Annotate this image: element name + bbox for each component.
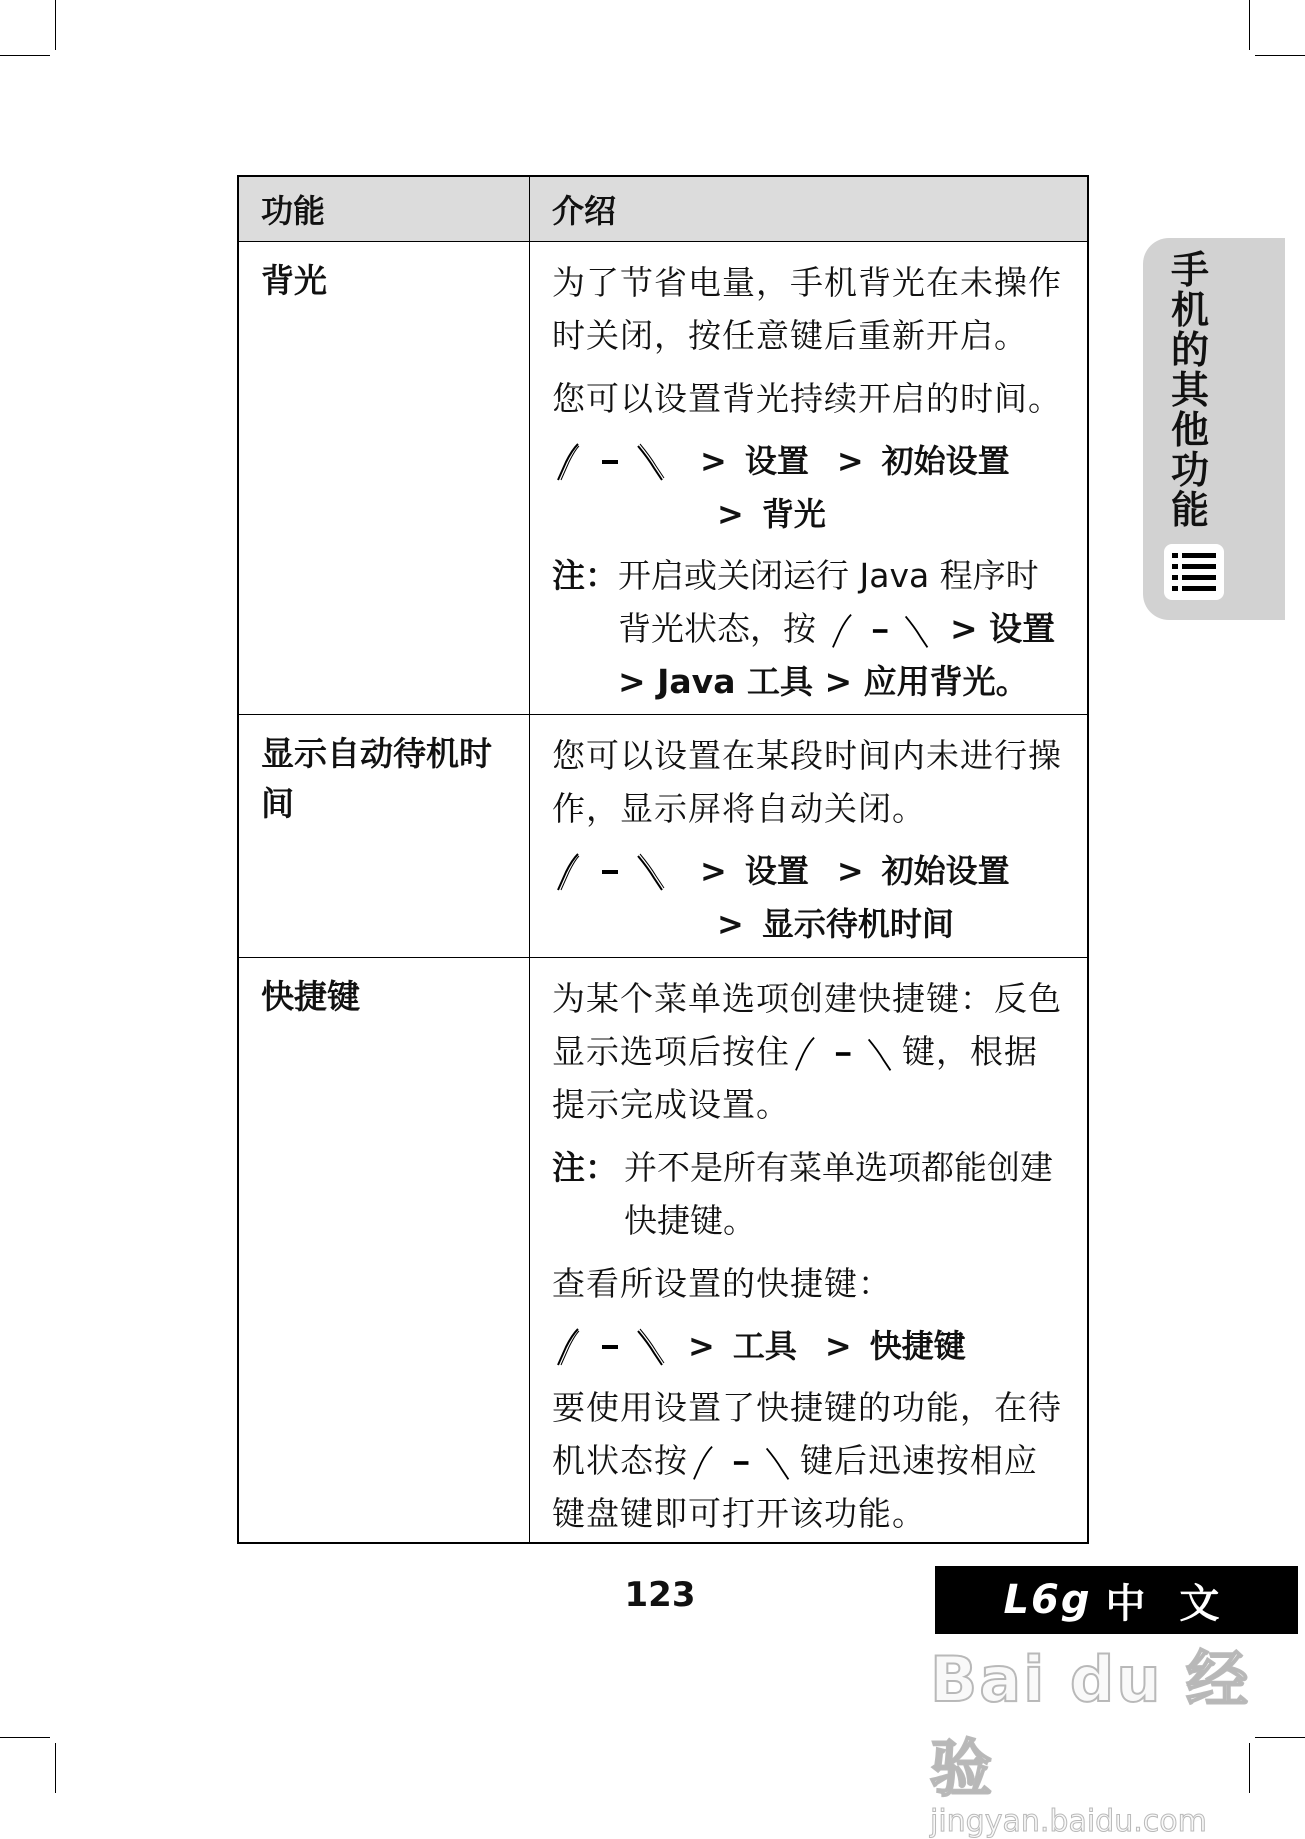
- header-description: 介绍: [552, 192, 617, 230]
- description-text: 您可以设置在某段时间内未进行操作，显示屏将自动关闭。: [552, 736, 1062, 828]
- feature-description: [530, 242, 1087, 714]
- watermark: [930, 1630, 1305, 1839]
- model-name: L6g: [1003, 1577, 1092, 1623]
- note: [552, 549, 1067, 708]
- chapter-char: 机: [1170, 287, 1209, 332]
- path-step: 初始设置: [881, 852, 1010, 890]
- crop-mark: [1249, 0, 1250, 50]
- table-row: [239, 242, 1087, 715]
- note-label: 注：: [552, 556, 618, 595]
- watermark-logo: Bai du 经验: [930, 1643, 1251, 1805]
- path-step: 快捷键: [869, 1327, 966, 1365]
- note-label: 注：: [552, 1148, 618, 1187]
- feature-name: 背光: [239, 242, 530, 714]
- description-text-part: 要使用设置了快捷键的功能，在待机状态按: [552, 1388, 1062, 1480]
- menu-key-icon: [552, 850, 700, 894]
- feature-name: 显示自动待机时间: [239, 715, 530, 957]
- path-separator: >: [717, 905, 744, 943]
- menu-key-icon: [827, 611, 939, 651]
- description-text-part: 为某个菜单选项创建快捷键：反色显示选项后按住: [552, 979, 1062, 1071]
- menu-path: [552, 1320, 1067, 1373]
- path-separator: >: [700, 852, 727, 890]
- path-step: 背光: [761, 495, 826, 533]
- path-separator: >: [836, 852, 864, 890]
- crop-mark: [1255, 55, 1305, 56]
- path-separator: >: [700, 442, 727, 480]
- note-text-part: > 设置 > Java 工具 > 应用背光。: [618, 609, 1056, 701]
- chapter-char: 能: [1170, 487, 1209, 532]
- chapter-char: 手: [1170, 247, 1209, 292]
- feature-description: [530, 715, 1087, 957]
- table-row: [239, 715, 1087, 958]
- model-language: 中 文: [1105, 1580, 1230, 1627]
- note: [552, 1141, 1067, 1247]
- path-separator: >: [717, 495, 744, 533]
- menu-list-icon: [1164, 544, 1224, 604]
- path-separator: >: [836, 442, 864, 480]
- path-step: 设置: [744, 852, 809, 890]
- menu-path: [552, 435, 1067, 541]
- chapter-char: 功: [1170, 447, 1209, 492]
- crop-mark: [55, 1743, 56, 1793]
- chapter-char: 他: [1170, 407, 1209, 452]
- menu-key-icon: [790, 1034, 902, 1074]
- menu-key-icon: [688, 1443, 800, 1483]
- feature-table: [237, 175, 1089, 1544]
- crop-mark: [0, 55, 50, 56]
- table-header: [239, 177, 1087, 242]
- path-step: 显示待机时间: [761, 905, 954, 943]
- feature-description: [530, 958, 1087, 1542]
- path-step: 设置: [744, 442, 809, 480]
- chapter-char: 其: [1170, 367, 1209, 412]
- note-text: 并不是所有菜单选项都能创建快捷键。: [624, 1148, 1053, 1240]
- description-text: [552, 972, 1067, 1131]
- watermark-url: jingyan.baidu.com: [930, 1804, 1207, 1839]
- note-text-part: 开启或关闭运行 Java 程序时背光状态，按: [618, 556, 1039, 648]
- crop-mark: [55, 0, 56, 50]
- chapter-title: [1158, 247, 1222, 532]
- menu-key-icon: [552, 1325, 688, 1369]
- description-text: 为了节省电量，手机背光在未操作时关闭，按任意键后重新开启。: [552, 263, 1062, 355]
- crop-mark: [0, 1737, 50, 1738]
- path-separator: >: [824, 1327, 852, 1365]
- path-separator: >: [688, 1327, 715, 1365]
- menu-path: [552, 845, 1067, 951]
- header-feature: 功能: [239, 177, 530, 242]
- page-number: 123: [624, 1575, 696, 1615]
- description-text: [552, 1381, 1067, 1540]
- model-banner: [935, 1566, 1298, 1634]
- description-text-part: 键后迅速按相应键盘键即可打开该功能。: [552, 1441, 1038, 1533]
- table-row: [239, 958, 1087, 1542]
- menu-key-icon: [552, 440, 700, 484]
- note-text: [618, 549, 1067, 708]
- chapter-char: 的: [1170, 327, 1209, 372]
- path-step: 工具: [732, 1327, 797, 1365]
- description-text: 查看所设置的快捷键：: [552, 1264, 892, 1303]
- description-text: 您可以设置背光持续开启的时间。: [552, 379, 1062, 418]
- description-text-part: 键，根据提示完成设置。: [552, 1032, 1038, 1124]
- feature-name: 快捷键: [239, 958, 530, 1542]
- path-step: 初始设置: [881, 442, 1010, 480]
